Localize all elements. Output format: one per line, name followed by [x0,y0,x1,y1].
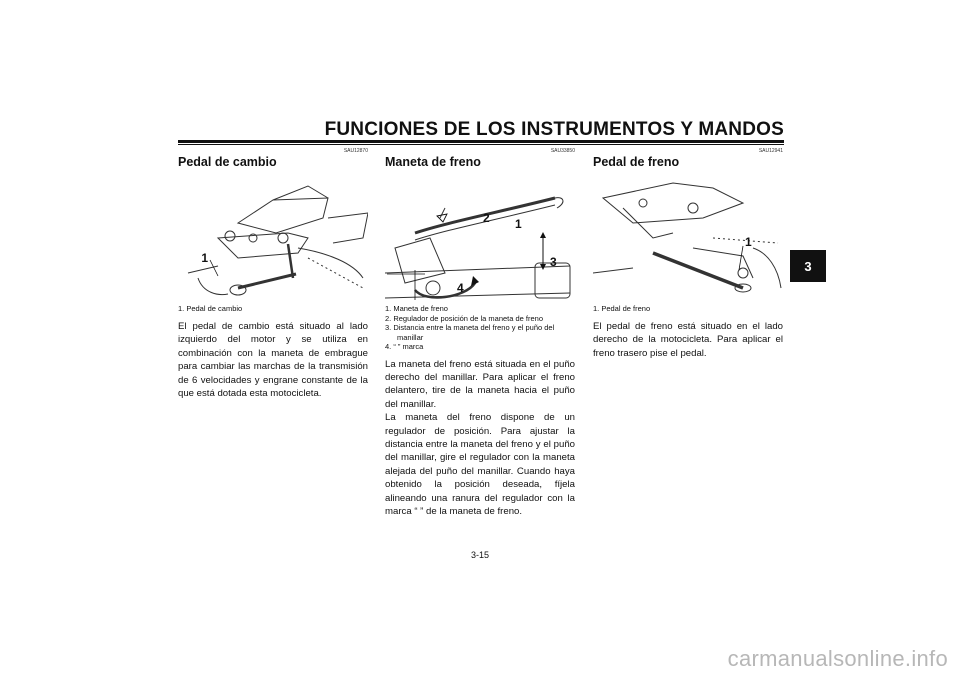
section-body: El pedal de freno está situado en el lado derecho de la motocicleta. Para aplicar el freno trasero pise el pedal. [593,321,783,359]
page-number: 3-15 [470,550,489,560]
shift-pedal-figure [178,178,368,304]
caption-item: 4. “ ” marca [385,342,424,351]
chapter-tab[interactable]: 3 [790,250,826,282]
brake-lever-callout-2: 2 [483,211,490,225]
section-shift-pedal [178,148,368,400]
brake-pedal-callout-1: 1 [745,235,752,249]
caption-item: 1. Maneta de freno [385,304,448,313]
figure-caption-list [385,304,575,352]
brake-lever-illustration [385,178,575,304]
header-rule [178,140,784,143]
brake-pedal-figure [593,178,783,304]
section-title: Maneta de freno [385,155,481,169]
caption-item: 3. Distancia entre la maneta del freno y el puño del manillar [385,323,555,342]
page-header-title: FUNCIONES DE LOS INSTRUMENTOS Y MANDOS [324,119,784,140]
section-code: SAU12870 [343,148,368,154]
section-body-continued: La maneta del freno dispone de un regulador de posición. Para ajustar la distancia entre la maneta del freno y el puño del manillar, gire el regulador con la maneta alejada del puño del manillar. Cuando haya obtenido la posición deseada, fíjela alineando una ranura del regulador con la marca “ ” de la maneta de freno. [385,412,575,517]
section-title: Pedal de cambio [178,155,277,169]
section-title: Pedal de freno [593,155,680,169]
section-code: SAU12941 [758,148,783,154]
shift-pedal-callout-1: 1 [201,251,208,265]
brake-lever-callout-3: 3 [550,255,557,269]
section-body: El pedal de cambio está situado al lado izquierdo del motor y se utiliza en combinación con la maneta de embrague para cambiar las marchas de la transmisión de 6 velocidades y engrane constante de la que está dotada esta motocicleta. [178,321,368,400]
brake-lever-figure [385,178,575,304]
section-body: La maneta del freno está situada en el puño derecho del manillar. Para aplicar el freno delantero, tire de la maneta hacia el puño del manillar. [385,358,575,410]
figure-caption: 1. Pedal de freno [593,304,651,313]
header-rule-thin [178,144,784,145]
section-code: SAU33850 [550,148,575,154]
brake-lever-callout-1: 1 [515,217,522,231]
watermark[interactable]: carmanualsonline.info [727,646,948,671]
figure-caption: 1. Pedal de cambio [178,304,243,313]
brake-pedal-illustration [593,178,783,304]
shift-pedal-illustration [178,178,368,304]
section-brake-pedal [593,148,783,360]
caption-item: 2. Regulador de posición de la maneta de freno [385,313,544,323]
brake-lever-callout-4: 4 [457,281,464,295]
section-brake-lever [385,148,575,518]
